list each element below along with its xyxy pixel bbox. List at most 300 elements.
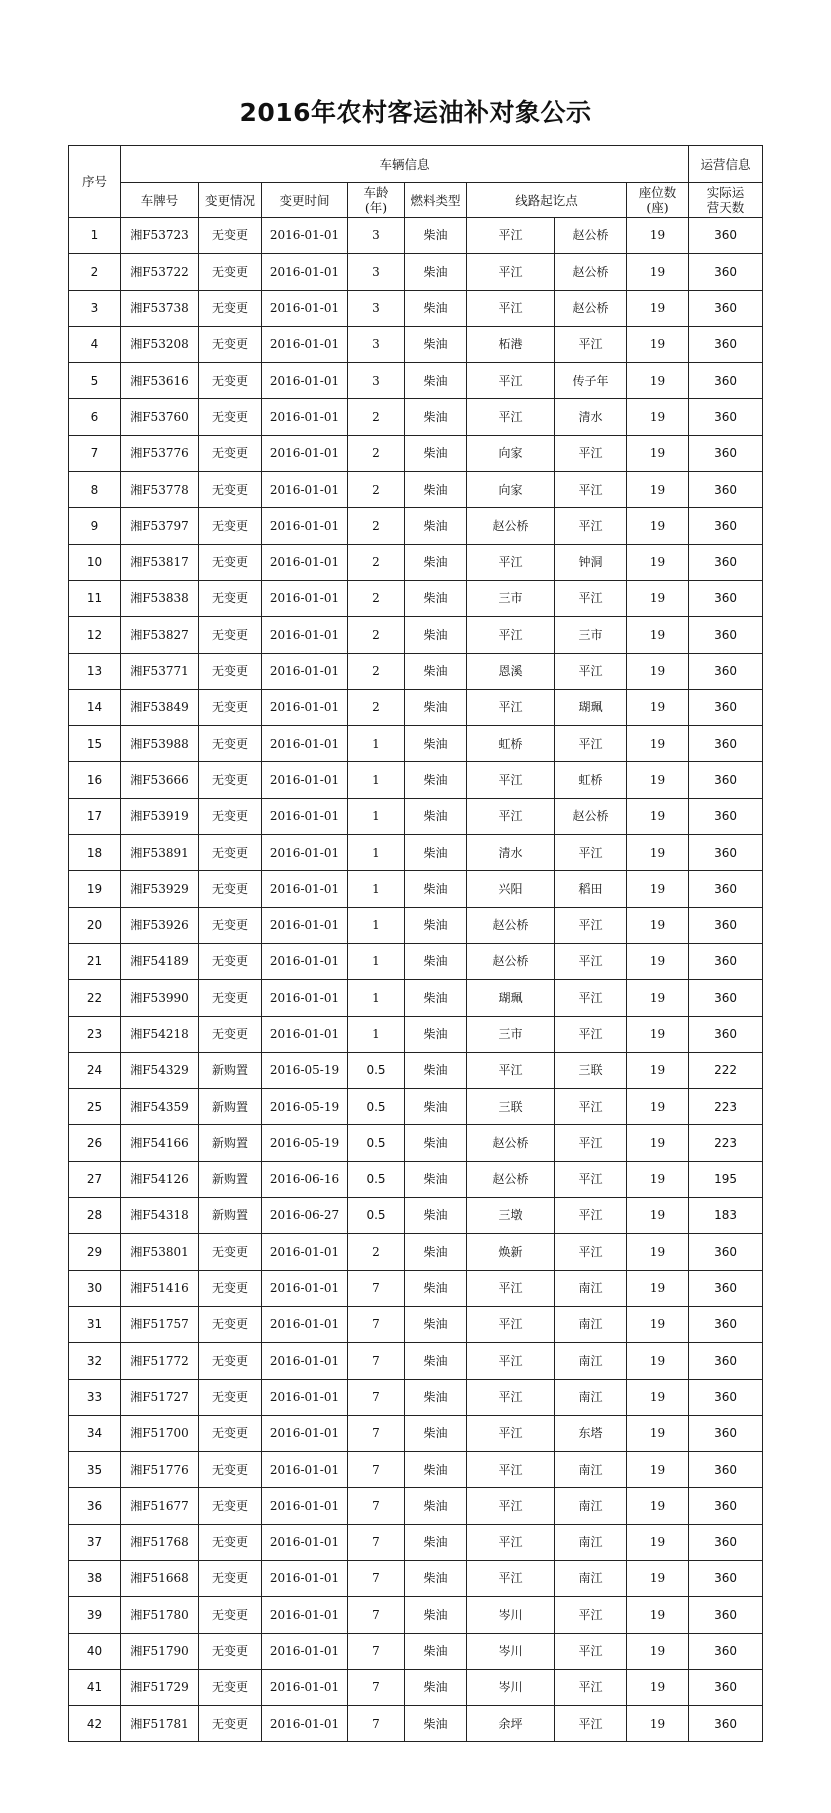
cell-seq: 31 [69, 1306, 121, 1342]
cell-fuel-type: 柴油 [405, 762, 467, 798]
table-row [69, 326, 763, 362]
cell-operating-days: 360 [689, 907, 763, 943]
cell-operating-days: 223 [689, 1089, 763, 1125]
cell-plate: 湘F51772 [121, 1343, 199, 1379]
cell-operating-days: 360 [689, 1379, 763, 1415]
cell-seats: 19 [627, 1306, 689, 1342]
cell-route-from: 瑚珮 [467, 980, 555, 1016]
cell-seats: 19 [627, 1633, 689, 1669]
table-row [69, 218, 763, 254]
cell-fuel-type: 柴油 [405, 1560, 467, 1596]
cell-seq: 39 [69, 1597, 121, 1633]
cell-change-status: 无变更 [199, 943, 262, 979]
cell-change-date: 2016-01-01 [262, 326, 348, 362]
cell-vehicle-age: 3 [348, 290, 405, 326]
cell-seats: 19 [627, 1415, 689, 1451]
cell-fuel-type: 柴油 [405, 943, 467, 979]
cell-operating-days: 360 [689, 835, 763, 871]
cell-route-from: 平江 [467, 1560, 555, 1596]
cell-fuel-type: 柴油 [405, 1669, 467, 1705]
cell-route-from: 恩溪 [467, 653, 555, 689]
cell-change-status: 无变更 [199, 907, 262, 943]
table-row [69, 1161, 763, 1197]
cell-seq: 26 [69, 1125, 121, 1161]
cell-seats: 19 [627, 363, 689, 399]
cell-seq: 23 [69, 1016, 121, 1052]
cell-fuel-type: 柴油 [405, 1052, 467, 1088]
header-route: 线路起讫点 [467, 183, 627, 218]
cell-change-status: 无变更 [199, 1633, 262, 1669]
cell-operating-days: 360 [689, 1560, 763, 1596]
cell-fuel-type: 柴油 [405, 1452, 467, 1488]
cell-change-status: 无变更 [199, 798, 262, 834]
cell-vehicle-age: 7 [348, 1706, 405, 1742]
cell-vehicle-age: 1 [348, 762, 405, 798]
cell-vehicle-age: 7 [348, 1452, 405, 1488]
cell-operating-days: 360 [689, 363, 763, 399]
cell-change-status: 无变更 [199, 1270, 262, 1306]
cell-seq: 8 [69, 472, 121, 508]
cell-route-to: 南江 [555, 1488, 627, 1524]
cell-change-status: 无变更 [199, 290, 262, 326]
cell-route-from: 余坪 [467, 1706, 555, 1742]
cell-route-from: 赵公桥 [467, 943, 555, 979]
cell-change-date: 2016-01-01 [262, 1016, 348, 1052]
cell-fuel-type: 柴油 [405, 254, 467, 290]
cell-seats: 19 [627, 1452, 689, 1488]
cell-fuel-type: 柴油 [405, 1125, 467, 1161]
table-row [69, 689, 763, 725]
cell-operating-days: 360 [689, 1306, 763, 1342]
cell-change-date: 2016-01-01 [262, 1415, 348, 1451]
cell-plate: 湘F51781 [121, 1706, 199, 1742]
cell-operating-days: 183 [689, 1198, 763, 1234]
cell-change-date: 2016-01-01 [262, 689, 348, 725]
cell-route-to: 清水 [555, 399, 627, 435]
cell-seq: 13 [69, 653, 121, 689]
cell-route-to: 钟洞 [555, 544, 627, 580]
cell-seats: 19 [627, 580, 689, 616]
header-seq: 序号 [69, 146, 121, 218]
cell-fuel-type: 柴油 [405, 798, 467, 834]
cell-change-date: 2016-01-01 [262, 653, 348, 689]
cell-change-status: 无变更 [199, 871, 262, 907]
cell-route-to: 平江 [555, 1161, 627, 1197]
cell-operating-days: 360 [689, 508, 763, 544]
cell-route-from: 虹桥 [467, 726, 555, 762]
table-row [69, 580, 763, 616]
cell-route-from: 赵公桥 [467, 907, 555, 943]
cell-route-to: 南江 [555, 1343, 627, 1379]
cell-seats: 19 [627, 218, 689, 254]
cell-route-from: 平江 [467, 1524, 555, 1560]
cell-route-from: 平江 [467, 689, 555, 725]
cell-change-date: 2016-05-19 [262, 1052, 348, 1088]
cell-change-status: 无变更 [199, 617, 262, 653]
cell-operating-days: 360 [689, 762, 763, 798]
table-row [69, 943, 763, 979]
table-row [69, 1379, 763, 1415]
cell-operating-days: 360 [689, 1597, 763, 1633]
cell-plate: 湘F53722 [121, 254, 199, 290]
cell-change-date: 2016-01-01 [262, 1488, 348, 1524]
cell-change-status: 无变更 [199, 580, 262, 616]
cell-change-date: 2016-01-01 [262, 907, 348, 943]
cell-operating-days: 360 [689, 1452, 763, 1488]
cell-seq: 41 [69, 1669, 121, 1705]
cell-route-to: 三市 [555, 617, 627, 653]
cell-change-status: 无变更 [199, 1379, 262, 1415]
cell-seats: 19 [627, 1524, 689, 1560]
cell-plate: 湘F53926 [121, 907, 199, 943]
cell-seats: 19 [627, 1560, 689, 1596]
cell-vehicle-age: 2 [348, 435, 405, 471]
cell-route-to: 南江 [555, 1560, 627, 1596]
cell-operating-days: 223 [689, 1125, 763, 1161]
cell-change-date: 2016-01-01 [262, 980, 348, 1016]
cell-change-date: 2016-05-19 [262, 1089, 348, 1125]
cell-vehicle-age: 0.5 [348, 1089, 405, 1125]
cell-change-status: 新购置 [199, 1161, 262, 1197]
cell-seq: 27 [69, 1161, 121, 1197]
cell-vehicle-age: 1 [348, 1016, 405, 1052]
cell-route-to: 平江 [555, 1597, 627, 1633]
cell-fuel-type: 柴油 [405, 835, 467, 871]
table-header [69, 146, 763, 218]
cell-seq: 42 [69, 1706, 121, 1742]
cell-operating-days: 360 [689, 689, 763, 725]
header-plate: 车牌号 [121, 183, 199, 218]
cell-vehicle-age: 1 [348, 980, 405, 1016]
cell-change-date: 2016-01-01 [262, 580, 348, 616]
header-change-time: 变更时间 [262, 183, 348, 218]
cell-plate: 湘F51677 [121, 1488, 199, 1524]
table-row [69, 1198, 763, 1234]
cell-change-status: 无变更 [199, 254, 262, 290]
table-row [69, 1524, 763, 1560]
cell-seq: 4 [69, 326, 121, 362]
cell-plate: 湘F53827 [121, 617, 199, 653]
cell-operating-days: 360 [689, 1343, 763, 1379]
cell-fuel-type: 柴油 [405, 653, 467, 689]
cell-route-from: 平江 [467, 1415, 555, 1451]
cell-route-to: 平江 [555, 1089, 627, 1125]
cell-seats: 19 [627, 435, 689, 471]
cell-vehicle-age: 2 [348, 1234, 405, 1270]
cell-vehicle-age: 7 [348, 1669, 405, 1705]
cell-vehicle-age: 2 [348, 617, 405, 653]
cell-seq: 20 [69, 907, 121, 943]
cell-operating-days: 360 [689, 1016, 763, 1052]
cell-plate: 湘F53776 [121, 435, 199, 471]
cell-seq: 7 [69, 435, 121, 471]
cell-plate: 湘F54126 [121, 1161, 199, 1197]
cell-seats: 19 [627, 1488, 689, 1524]
cell-vehicle-age: 7 [348, 1560, 405, 1596]
cell-seats: 19 [627, 726, 689, 762]
cell-route-to: 平江 [555, 943, 627, 979]
cell-operating-days: 222 [689, 1052, 763, 1088]
header-operating-days: 实际运 营天数 [689, 183, 763, 218]
cell-fuel-type: 柴油 [405, 1488, 467, 1524]
cell-seats: 19 [627, 653, 689, 689]
cell-fuel-type: 柴油 [405, 363, 467, 399]
cell-seq: 30 [69, 1270, 121, 1306]
cell-change-date: 2016-01-01 [262, 435, 348, 471]
cell-seats: 19 [627, 1234, 689, 1270]
cell-change-date: 2016-01-01 [262, 508, 348, 544]
cell-change-date: 2016-01-01 [262, 1270, 348, 1306]
cell-operating-days: 360 [689, 1270, 763, 1306]
table-row [69, 1125, 763, 1161]
cell-vehicle-age: 2 [348, 580, 405, 616]
cell-change-date: 2016-01-01 [262, 544, 348, 580]
cell-change-status: 无变更 [199, 472, 262, 508]
cell-change-status: 新购置 [199, 1198, 262, 1234]
cell-vehicle-age: 0.5 [348, 1161, 405, 1197]
cell-change-status: 新购置 [199, 1089, 262, 1125]
cell-vehicle-age: 2 [348, 472, 405, 508]
cell-route-to: 瑚珮 [555, 689, 627, 725]
cell-route-from: 平江 [467, 544, 555, 580]
cell-vehicle-age: 7 [348, 1415, 405, 1451]
cell-route-from: 向家 [467, 472, 555, 508]
cell-route-from: 焕新 [467, 1234, 555, 1270]
cell-route-from: 平江 [467, 399, 555, 435]
cell-route-from: 平江 [467, 363, 555, 399]
cell-vehicle-age: 1 [348, 726, 405, 762]
cell-vehicle-age: 7 [348, 1633, 405, 1669]
cell-seq: 29 [69, 1234, 121, 1270]
cell-vehicle-age: 3 [348, 326, 405, 362]
cell-seats: 19 [627, 508, 689, 544]
cell-operating-days: 360 [689, 290, 763, 326]
cell-route-from: 平江 [467, 1270, 555, 1306]
cell-route-from: 岑川 [467, 1669, 555, 1705]
table-row [69, 1234, 763, 1270]
cell-plate: 湘F53838 [121, 580, 199, 616]
cell-seats: 19 [627, 254, 689, 290]
cell-plate: 湘F53738 [121, 290, 199, 326]
cell-route-from: 清水 [467, 835, 555, 871]
cell-route-from: 平江 [467, 1379, 555, 1415]
cell-vehicle-age: 2 [348, 544, 405, 580]
cell-fuel-type: 柴油 [405, 1198, 467, 1234]
cell-route-to: 平江 [555, 508, 627, 544]
cell-plate: 湘F53208 [121, 326, 199, 362]
cell-vehicle-age: 2 [348, 689, 405, 725]
cell-route-from: 平江 [467, 1488, 555, 1524]
cell-vehicle-age: 0.5 [348, 1125, 405, 1161]
cell-seats: 19 [627, 290, 689, 326]
cell-route-from: 三墩 [467, 1198, 555, 1234]
cell-change-status: 无变更 [199, 762, 262, 798]
cell-change-date: 2016-01-01 [262, 1234, 348, 1270]
cell-plate: 湘F53723 [121, 218, 199, 254]
cell-vehicle-age: 7 [348, 1524, 405, 1560]
cell-plate: 湘F53616 [121, 363, 199, 399]
cell-route-to: 平江 [555, 1669, 627, 1705]
cell-vehicle-age: 1 [348, 943, 405, 979]
cell-seq: 15 [69, 726, 121, 762]
cell-fuel-type: 柴油 [405, 1234, 467, 1270]
cell-plate: 湘F53849 [121, 689, 199, 725]
cell-change-status: 无变更 [199, 1597, 262, 1633]
cell-change-date: 2016-01-01 [262, 363, 348, 399]
cell-route-from: 三市 [467, 580, 555, 616]
cell-operating-days: 360 [689, 1488, 763, 1524]
cell-change-date: 2016-01-01 [262, 1633, 348, 1669]
cell-plate: 湘F54329 [121, 1052, 199, 1088]
table-body [69, 218, 763, 1742]
cell-route-to: 平江 [555, 1633, 627, 1669]
cell-route-to: 平江 [555, 907, 627, 943]
cell-seats: 19 [627, 1706, 689, 1742]
cell-route-to: 平江 [555, 1706, 627, 1742]
cell-plate: 湘F51768 [121, 1524, 199, 1560]
cell-change-status: 无变更 [199, 363, 262, 399]
cell-change-date: 2016-01-01 [262, 871, 348, 907]
cell-plate: 湘F51416 [121, 1270, 199, 1306]
cell-route-to: 南江 [555, 1524, 627, 1560]
cell-route-to: 平江 [555, 326, 627, 362]
cell-route-to: 平江 [555, 435, 627, 471]
cell-route-to: 平江 [555, 580, 627, 616]
cell-seats: 19 [627, 1052, 689, 1088]
cell-seats: 19 [627, 1343, 689, 1379]
cell-fuel-type: 柴油 [405, 617, 467, 653]
cell-vehicle-age: 7 [348, 1306, 405, 1342]
table-row [69, 762, 763, 798]
cell-change-status: 无变更 [199, 326, 262, 362]
cell-seq: 24 [69, 1052, 121, 1088]
table-row [69, 399, 763, 435]
header-fuel-type: 燃料类型 [405, 183, 467, 218]
cell-seats: 19 [627, 689, 689, 725]
cell-seq: 14 [69, 689, 121, 725]
cell-operating-days: 360 [689, 1669, 763, 1705]
cell-route-from: 平江 [467, 762, 555, 798]
cell-change-date: 2016-05-19 [262, 1125, 348, 1161]
cell-route-to: 南江 [555, 1270, 627, 1306]
cell-seq: 18 [69, 835, 121, 871]
header-seats: 座位数 (座) [627, 183, 689, 218]
cell-seats: 19 [627, 798, 689, 834]
cell-route-from: 平江 [467, 290, 555, 326]
cell-route-to: 赵公桥 [555, 290, 627, 326]
cell-seats: 19 [627, 835, 689, 871]
cell-fuel-type: 柴油 [405, 544, 467, 580]
cell-seq: 9 [69, 508, 121, 544]
cell-fuel-type: 柴油 [405, 218, 467, 254]
cell-vehicle-age: 7 [348, 1379, 405, 1415]
cell-change-date: 2016-01-01 [262, 1706, 348, 1742]
cell-route-to: 南江 [555, 1452, 627, 1488]
table-row [69, 544, 763, 580]
cell-fuel-type: 柴油 [405, 1524, 467, 1560]
cell-seq: 22 [69, 980, 121, 1016]
cell-change-status: 无变更 [199, 1452, 262, 1488]
cell-fuel-type: 柴油 [405, 1597, 467, 1633]
cell-route-from: 平江 [467, 1306, 555, 1342]
cell-vehicle-age: 2 [348, 399, 405, 435]
cell-change-date: 2016-01-01 [262, 835, 348, 871]
cell-operating-days: 360 [689, 980, 763, 1016]
cell-operating-days: 360 [689, 798, 763, 834]
cell-change-status: 无变更 [199, 218, 262, 254]
cell-route-to: 平江 [555, 835, 627, 871]
table-row [69, 871, 763, 907]
cell-plate: 湘F51729 [121, 1669, 199, 1705]
cell-vehicle-age: 3 [348, 254, 405, 290]
cell-change-date: 2016-01-01 [262, 1306, 348, 1342]
cell-route-from: 平江 [467, 617, 555, 653]
cell-route-from: 平江 [467, 798, 555, 834]
cell-fuel-type: 柴油 [405, 871, 467, 907]
cell-change-date: 2016-01-01 [262, 472, 348, 508]
cell-route-from: 岑川 [467, 1597, 555, 1633]
cell-change-date: 2016-01-01 [262, 1452, 348, 1488]
cell-change-status: 无变更 [199, 726, 262, 762]
table-row [69, 1052, 763, 1088]
cell-fuel-type: 柴油 [405, 508, 467, 544]
table-row [69, 1633, 763, 1669]
cell-vehicle-age: 7 [348, 1488, 405, 1524]
cell-seats: 19 [627, 871, 689, 907]
cell-fuel-type: 柴油 [405, 1161, 467, 1197]
table-row [69, 508, 763, 544]
cell-operating-days: 360 [689, 1706, 763, 1742]
cell-vehicle-age: 7 [348, 1270, 405, 1306]
cell-plate: 湘F53797 [121, 508, 199, 544]
cell-seats: 19 [627, 980, 689, 1016]
cell-change-date: 2016-01-01 [262, 1669, 348, 1705]
cell-route-to: 平江 [555, 726, 627, 762]
cell-fuel-type: 柴油 [405, 907, 467, 943]
cell-route-to: 稻田 [555, 871, 627, 907]
cell-route-to: 平江 [555, 980, 627, 1016]
cell-fuel-type: 柴油 [405, 1415, 467, 1451]
cell-vehicle-age: 2 [348, 508, 405, 544]
cell-plate: 湘F51790 [121, 1633, 199, 1669]
cell-seats: 19 [627, 472, 689, 508]
cell-change-date: 2016-01-01 [262, 762, 348, 798]
cell-vehicle-age: 0.5 [348, 1052, 405, 1088]
cell-route-to: 虹桥 [555, 762, 627, 798]
cell-seats: 19 [627, 1270, 689, 1306]
cell-change-status: 无变更 [199, 1415, 262, 1451]
cell-route-to: 东塔 [555, 1415, 627, 1451]
cell-plate: 湘F51700 [121, 1415, 199, 1451]
cell-fuel-type: 柴油 [405, 435, 467, 471]
table-row [69, 1669, 763, 1705]
table-row [69, 980, 763, 1016]
cell-plate: 湘F51668 [121, 1560, 199, 1596]
cell-vehicle-age: 0.5 [348, 1198, 405, 1234]
cell-seats: 19 [627, 1379, 689, 1415]
table-row [69, 472, 763, 508]
cell-vehicle-age: 1 [348, 907, 405, 943]
cell-fuel-type: 柴油 [405, 980, 467, 1016]
cell-change-status: 无变更 [199, 1669, 262, 1705]
cell-fuel-type: 柴油 [405, 689, 467, 725]
cell-fuel-type: 柴油 [405, 726, 467, 762]
table-row [69, 1343, 763, 1379]
cell-operating-days: 360 [689, 617, 763, 653]
header-operation-info: 运营信息 [689, 146, 763, 183]
cell-change-date: 2016-01-01 [262, 1379, 348, 1415]
cell-operating-days: 360 [689, 472, 763, 508]
